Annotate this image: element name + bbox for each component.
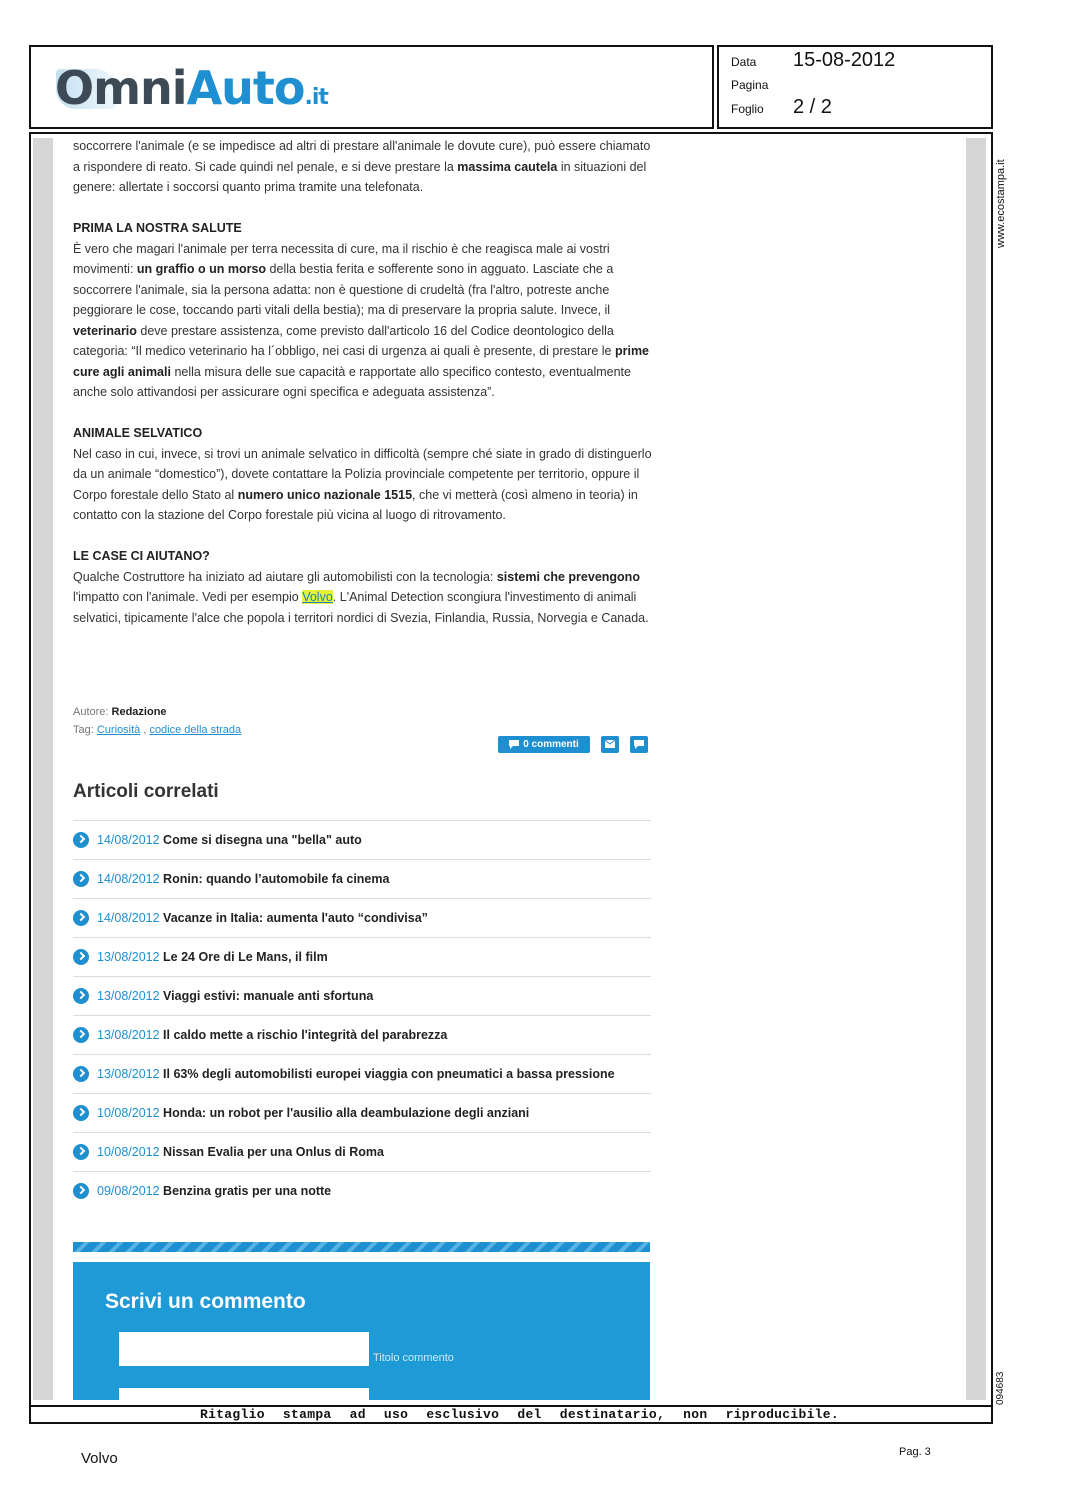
heading-selvatico: ANIMALE SELVATICO [73, 426, 203, 440]
paragraph-3: Nel caso in cui, invece, si trovi un animale selvatico in difficoltà (sempre ché siate in grado di distinguerlo da un animale “domestico”), dovete contattare la Polizia provinciale competente per territorio, oppure il Corpo forestale dello Stato al numero unico nazionale 1515, che vi metterà (così almeno in teoria) in contatto con la stazione del Corpo forestale più vicina al luogo di ritrovamento. [73, 446, 652, 522]
related-item[interactable]: 13/08/2012 Il 63% degli automobilisti europei viaggia con pneumatici a bassa pressione [73, 1054, 651, 1093]
logo-auto: Auto [186, 61, 305, 115]
related-title: Articoli correlati [73, 781, 219, 802]
envelope-icon [605, 740, 615, 748]
clipping-info-box [717, 45, 993, 129]
arrow-right-icon [73, 1105, 89, 1121]
related-item[interactable]: 14/08/2012 Come si disegna una "bella" auto [73, 820, 651, 859]
comment-icon [634, 740, 644, 749]
heading-case: LE CASE CI AIUTANO? [73, 549, 210, 563]
related-item[interactable]: 13/08/2012 Le 24 Ore di Le Mans, il film [73, 937, 651, 976]
arrow-right-icon [73, 949, 89, 965]
side-code: 094683 [995, 1371, 1006, 1405]
heading-salute: PRIMA LA NOSTRA SALUTE [73, 221, 242, 235]
data-value: 15-08-2012 [793, 49, 896, 71]
left-margin-bar [33, 138, 53, 1400]
volvo-link[interactable]: Volvo [302, 590, 333, 604]
article-body [73, 136, 653, 628]
related-item[interactable]: 13/08/2012 Viaggi estivi: manuale anti sfortuna [73, 976, 651, 1015]
clipping-disclaimer: Ritaglio stampa ad uso esclusivo del destinatario, non riproducibile. [200, 1407, 839, 1422]
arrow-right-icon [73, 988, 89, 1004]
arrow-right-icon [73, 832, 89, 848]
paragraph-4: Qualche Costruttore ha iniziato ad aiutare gli automobilisti con la tecnologia: sistemi che prevengono l'impatto con l'animale. Vedi per esempio Volvo. L'Animal Detection scongiura l'investimento di animali selvatici, tipicamente l'alce che popola i territori nordici di Svezia, Finlandia, Russia, Norvegia e Canada. [73, 569, 649, 625]
tag-curiosita-link[interactable]: Curiosità [96, 724, 141, 736]
author-line: Autore: Redazione [73, 706, 167, 718]
logo-tld: .it [304, 85, 328, 110]
masthead-logo-box [29, 45, 714, 129]
logo-omni: Omni [55, 61, 187, 115]
foglio-value: 2 / 2 [793, 96, 832, 118]
paragraph-1: soccorrere l'animale (e se impedisce ad altri di prestare all'animale le dovute cure), può essere chiamato a rispondere di reato. Si cade quindi nel penale, e si deve prestare la massima cautela in situazioni del genere: allertate i soccorsi quanto prima tramite una telefonata. [73, 139, 651, 194]
author-name: Redazione [111, 706, 167, 718]
arrow-right-icon [73, 871, 89, 887]
email-share-button[interactable] [601, 736, 619, 753]
related-item[interactable]: 10/08/2012 Nissan Evalia per una Onlus di Roma [73, 1132, 651, 1171]
decorative-stripe [73, 1242, 650, 1252]
side-url: www.ecostampa.it [995, 159, 1007, 248]
data-label: Data [731, 55, 757, 69]
related-item[interactable]: 10/08/2012 Honda: un robot per l'ausilio alla deambulazione degli anziani [73, 1093, 651, 1132]
page-brand: Volvo [81, 1450, 118, 1467]
arrow-right-icon [73, 1066, 89, 1082]
arrow-right-icon [73, 910, 89, 926]
omniauto-logo[interactable] [55, 61, 328, 115]
right-margin-bar [966, 138, 986, 1400]
page-number: Pag. 3 [899, 1446, 931, 1458]
comments-count-button[interactable]: 0 commenti [498, 736, 590, 753]
comment-body-input[interactable] [119, 1388, 369, 1400]
article-meta [73, 703, 241, 739]
related-item[interactable]: 09/08/2012 Benzina gratis per una notte [73, 1171, 651, 1210]
comment-form [73, 1262, 650, 1400]
comment-title-input[interactable] [119, 1332, 369, 1366]
related-item[interactable]: 13/08/2012 Il caldo mette a rischio l'integrità del parabrezza [73, 1015, 651, 1054]
related-item[interactable]: 14/08/2012 Vacanze in Italia: aumenta l'auto “condivisa” [73, 898, 651, 937]
pagina-label: Pagina [731, 78, 769, 92]
speech-bubble-icon [509, 740, 519, 749]
paragraph-2: È vero che magari l'animale per terra necessita di cure, ma il rischio è che reagisca male ai vostri movimenti: un graffio o un morso della bestia ferita e sofferente sono in agguato. Lasciate che a soccorrere l'animale, sia la persona adatta: non è questione di crudeltà (fra l'altro, potreste anche peggiorare le cose, toccando parti vitali della bestia); ma di preservare la propria salute. Invece, il veterinario deve prestare assistenza, come previsto dall'articolo 16 del Codice deontologico della categoria: “Il medico veterinario ha l´obbligo, nei casi di urgenza ai quali è presente, di prestare le prime cure agli animali nella misura delle sue capacità e rapportate allo specifico contesto, eventualmente anche solo attivandosi per assicurare ogni specifica e adeguata assistenza”. [73, 241, 650, 399]
comment-form-title: Scrivi un commento [105, 1290, 306, 1313]
tag-codice-strada-link[interactable]: codice della strada [149, 724, 242, 736]
foglio-label: Foglio [731, 102, 764, 116]
arrow-right-icon [73, 1144, 89, 1160]
related-list [73, 820, 651, 1210]
arrow-right-icon [73, 1183, 89, 1199]
tag-line: Tag: Curiosità , codice della strada [73, 724, 242, 736]
related-item[interactable]: 14/08/2012 Ronin: quando l’automobile fa cinema [73, 859, 651, 898]
arrow-right-icon [73, 1027, 89, 1043]
comment-title-label: Titolo commento [373, 1352, 454, 1364]
comment-share-button[interactable] [630, 736, 648, 753]
